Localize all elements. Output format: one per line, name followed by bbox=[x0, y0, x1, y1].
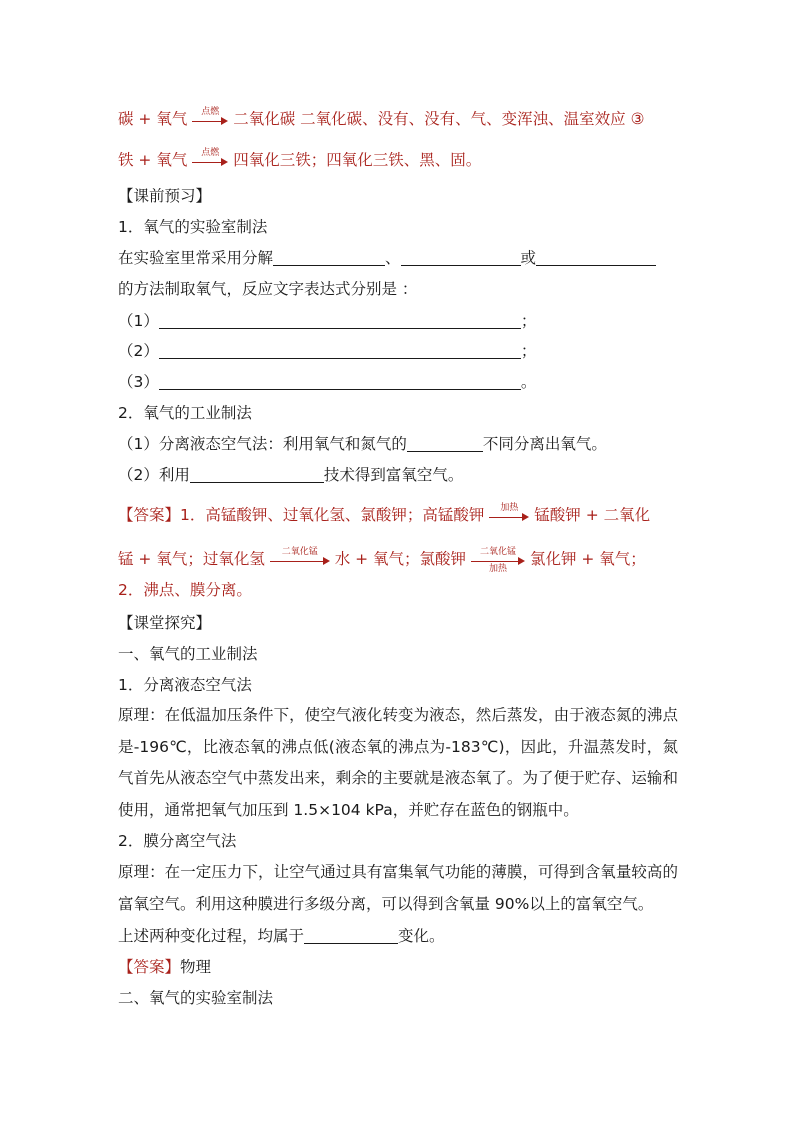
iron-reactants: 铁 + 氧气 bbox=[118, 151, 188, 169]
reaction-arrow bbox=[192, 106, 228, 131]
change-question-tail: 变化。 bbox=[398, 927, 445, 945]
answer-label: 【答案】 bbox=[118, 506, 181, 524]
arrow-condition-below: 加热 bbox=[488, 563, 507, 574]
answer1-text: 锰 + 氧气；过氧化氢 bbox=[118, 550, 265, 568]
subsection-2-heading: 2．膜分离空气法 bbox=[118, 832, 237, 850]
answer-blank[interactable] bbox=[304, 927, 398, 944]
arrow-condition: 二氧化锰 bbox=[479, 546, 516, 557]
q1-continuation: 的方法制取氧气，反应文字表达式分别是 ： bbox=[118, 280, 418, 298]
item-end: ； bbox=[520, 342, 537, 360]
answer2-text: 物理 bbox=[180, 958, 212, 976]
answer-blank[interactable] bbox=[159, 373, 521, 390]
item-line-1 bbox=[118, 310, 536, 332]
item-label: （1） bbox=[118, 312, 159, 330]
principle-paragraph-1: 原理：在低温加压条件下，使空气液化转变为液态，然后蒸发，由于液态氮的沸点是-196℃，比液态氧的沸点低(液态氧的沸点为-183℃)，因此，升温蒸发时，氮气首先从液态空气中蒸发出来，剩余的主要就是液态氧了。为了便于贮存、运输和使用，通常把氧气加压到 1.5×104 kPa，并贮存在蓝色的钢瓶中。 bbox=[118, 706, 678, 819]
reaction-arrow bbox=[192, 147, 228, 172]
carbon-equation bbox=[118, 108, 644, 130]
separator: 、 bbox=[385, 249, 401, 267]
item-line-3 bbox=[118, 371, 536, 393]
separator: 或 bbox=[520, 249, 537, 267]
q2-item-1-tail: 不同分离出氧气。 bbox=[482, 435, 607, 453]
subsection-1-heading: 1．分离液态空气法 bbox=[118, 676, 252, 694]
arrow-condition: 点燃 bbox=[201, 147, 220, 158]
reaction-arrow bbox=[489, 502, 529, 527]
answer-blank[interactable] bbox=[159, 312, 521, 329]
reaction-arrow bbox=[471, 546, 525, 574]
answer-blank[interactable] bbox=[159, 342, 521, 359]
q2-item-2-text: （2）利用 bbox=[118, 466, 190, 484]
change-question bbox=[118, 925, 445, 947]
answer1-text: 锰酸钾 + 二氧化 bbox=[534, 506, 651, 524]
item-label: （2） bbox=[118, 342, 159, 360]
iron-equation bbox=[118, 149, 481, 171]
answer-blank[interactable] bbox=[407, 435, 483, 452]
carbon-products: 二氧化碳 二氧化碳、没有、没有、气、变浑浊、温室效应 ③ bbox=[233, 110, 645, 128]
answer-blank[interactable] bbox=[190, 466, 324, 483]
answer1-line-3: 2．沸点、膜分离。 bbox=[118, 581, 252, 599]
arrow-condition: 点燃 bbox=[201, 106, 220, 117]
inquiry-header: 【课堂探究】 bbox=[118, 614, 212, 632]
q2-title: 2．氧气的工业制法 bbox=[118, 404, 252, 422]
q1-text: 在实验室里常采用分解 bbox=[118, 249, 274, 267]
preview-header: 【课前预习】 bbox=[118, 187, 212, 205]
principle-paragraph-2: 原理：在一定压力下，让空气通过具有富集氧气功能的薄膜，可得到含氧量较高的富氧空气。利用这种膜进行多级分离，可以得到含氧量 90%以上的富氧空气。 bbox=[118, 863, 678, 913]
answer1-line-1 bbox=[118, 504, 650, 526]
reaction-arrow bbox=[270, 546, 330, 571]
q2-item-1-text: （1）分离液态空气法：利用氧气和氮气的 bbox=[118, 435, 407, 453]
answer-blank[interactable] bbox=[536, 249, 656, 266]
answer-blank[interactable] bbox=[401, 249, 521, 266]
arrow-condition: 二氧化锰 bbox=[281, 546, 318, 557]
section-2-heading: 二、氧气的实验室制法 bbox=[118, 989, 274, 1007]
q1-fill-line bbox=[118, 247, 656, 269]
q2-item-2-tail: 技术得到富氧空气。 bbox=[323, 466, 464, 484]
item-label: （3） bbox=[118, 373, 159, 391]
answer1-text: 水 + 氧气；氯酸钾 bbox=[334, 550, 467, 568]
q2-item-1 bbox=[118, 433, 607, 455]
arrow-condition: 加热 bbox=[500, 502, 519, 513]
section-1-heading: 一、氧气的工业制法 bbox=[118, 645, 258, 663]
answer-label: 【答案】 bbox=[118, 958, 181, 976]
q2-item-2 bbox=[118, 464, 463, 486]
item-line-2 bbox=[118, 340, 536, 362]
iron-products: 四氧化三铁；四氧化三铁、黑、固。 bbox=[233, 151, 482, 169]
answer2-line bbox=[118, 956, 211, 978]
answer1-text: 氯化钾 + 氧气； bbox=[529, 550, 646, 568]
carbon-reactants: 碳 + 氧气 bbox=[118, 110, 188, 128]
item-end: 。 bbox=[520, 373, 537, 391]
answer1-line-2 bbox=[118, 546, 646, 574]
item-end: ； bbox=[520, 312, 537, 330]
q1-title: 1．氧气的实验室制法 bbox=[118, 218, 268, 236]
change-question-text: 上述两种变化过程，均属于 bbox=[118, 927, 305, 945]
answer-blank[interactable] bbox=[273, 249, 385, 266]
answer1-text: 1．高锰酸钾、过氧化氢、氯酸钾；高锰酸钾 bbox=[180, 506, 485, 524]
